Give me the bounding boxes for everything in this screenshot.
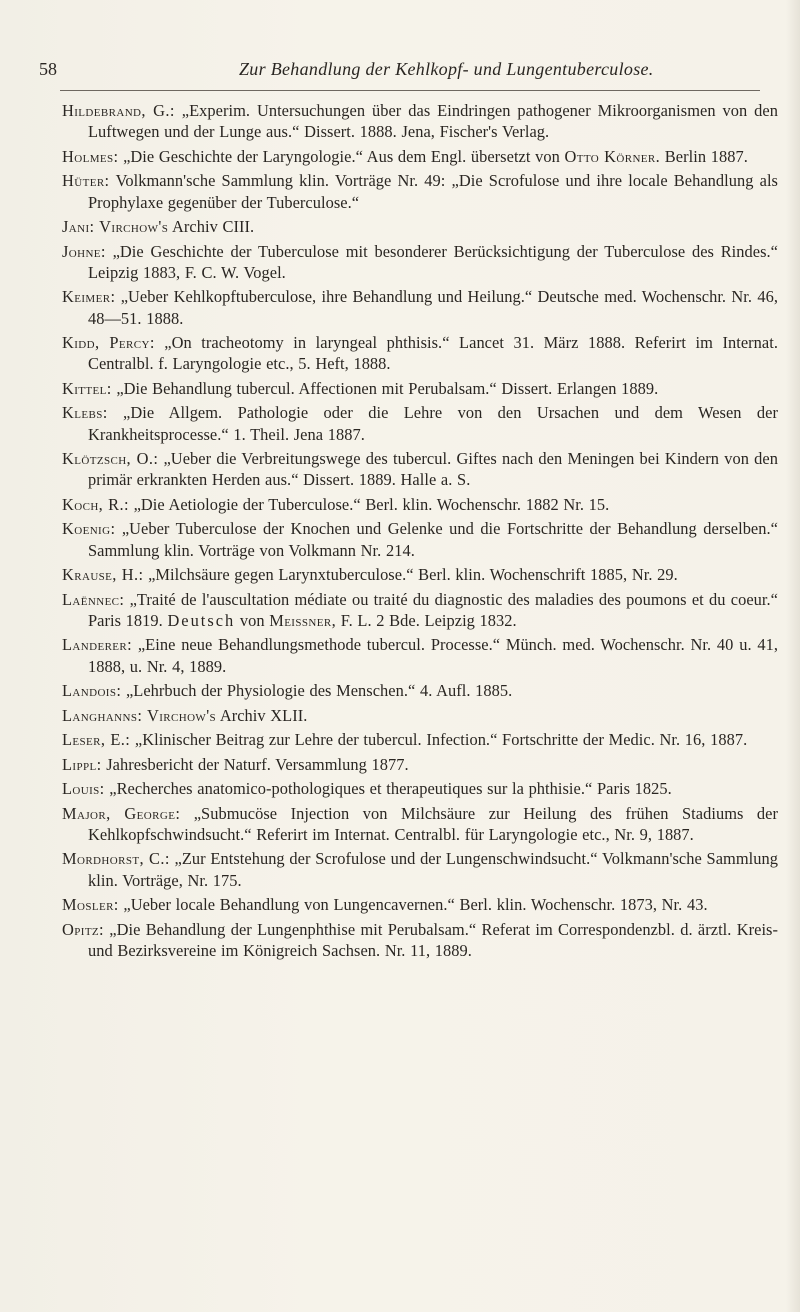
reference-author: Keimer: xyxy=(62,287,116,307)
reference-author-secondary: Virchow's xyxy=(146,705,217,725)
reference-text: „Zur Entstehung der Scrofulose und der Lungenschwindsucht.“ Volkmann'sche Sammlung klin. Vorträge, Nr. 175. xyxy=(88,849,778,890)
reference-text: „Ueber Tuberculose der Knochen und Gelenke und die Fortschritte der Behandlung derselben.“ Sammlung klin. Vorträge von Volkmann Nr. 214. xyxy=(88,519,778,560)
reference-text: „Ueber Kehlkopftuberculose, ihre Behandlung und Heilung.“ Deutsche med. Wochenschr. Nr. 46, 48—51. 1888. xyxy=(88,287,778,328)
reference-text: „On tracheotomy in laryngeal phthisis.“ Lancet 31. März 1888. Referirt im Internat. Centralbl. f. Laryngologie etc., 5. Heft, 1888. xyxy=(88,333,778,374)
reference-author: Leser, E.: xyxy=(62,730,131,750)
reference-text-continued: F. L. 2 Bde. Leipzig 1832. xyxy=(336,610,517,630)
reference-entry xyxy=(62,241,778,284)
reference-entry xyxy=(62,754,778,775)
reference-author: Koenig: xyxy=(62,519,116,539)
reference-entry xyxy=(62,146,778,167)
reference-text-continued: Archiv CIII. xyxy=(168,217,255,237)
reference-text: „Die Geschichte der Laryngologie.“ Aus dem Engl. übersetzt von xyxy=(123,146,565,166)
reference-text: „Traité de l'auscultation médiate ou traité du diagnostic des maladies des poumons et du coeur.“ Paris 1819. xyxy=(88,589,778,630)
header-rule xyxy=(60,90,760,91)
running-header xyxy=(39,58,759,90)
reference-author: Hildebrand, G.: xyxy=(62,101,175,120)
reference-author: Johne: xyxy=(62,241,106,261)
reference-text: „Lehrbuch der Physiologie des Menschen.“ 4. Aufl. 1885. xyxy=(125,681,513,701)
reference-text: „Klinischer Beitrag zur Lehre der tubercul. Infection.“ Fortschritte der Medic. Nr. 16, 1887. xyxy=(134,730,748,750)
reference-entry xyxy=(62,634,778,677)
reference-entry xyxy=(62,803,778,846)
reference-author: Mordhorst, C.: xyxy=(62,849,170,869)
reference-text: Volkmann'sche Sammlung klin. Vorträge Nr. 49: „Die Scrofulose und ihre locale Behandlung als Prophylaxe gegenüber der Tuberculose.“ xyxy=(88,171,778,212)
reference-text-middle: von xyxy=(235,610,270,630)
reference-entry xyxy=(62,848,778,891)
reference-list xyxy=(62,100,778,964)
reference-text: „Submucöse Injection von Milchsäure zur Heilung des frühen Stadiums der Kehlkopfschwindsucht.“ Referirt im Internat. Centralbl. für Laryngologie etc., Nr. 9, 1887. xyxy=(88,803,778,844)
reference-entry xyxy=(62,332,778,375)
reference-author: Mosler: xyxy=(62,895,119,915)
reference-text-continued: Berlin 1887. xyxy=(660,146,748,166)
reference-author: Klötzsch, O.: xyxy=(62,449,159,469)
reference-author: Jani: xyxy=(62,217,95,237)
reference-entry xyxy=(62,286,778,329)
reference-entry xyxy=(62,729,778,750)
reference-author: Klebs: xyxy=(62,403,108,423)
reference-entry xyxy=(62,402,778,445)
reference-text: „Eine neue Behandlungsmethode tubercul. Processe.“ Münch. med. Wochenschr. Nr. 40 u. 41, 1888, u. Nr. 4, 1889. xyxy=(88,635,778,676)
reference-author: Kittel: xyxy=(62,378,112,398)
reference-entry xyxy=(62,216,778,237)
reference-author: Opitz: xyxy=(62,919,105,939)
page-number: 58 xyxy=(39,59,57,79)
reference-author: Landerer: xyxy=(62,635,133,655)
reference-entry xyxy=(62,778,778,799)
reference-author: Major, George: xyxy=(62,803,181,823)
reference-entry xyxy=(62,518,778,561)
reference-text: „Ueber die Verbreitungswege des tubercul. Giftes nach den Meningen bei Kindern von den primär erkrankten Herden aus.“ Dissert. 1889. Halle a. S. xyxy=(88,449,778,490)
reference-author: Hüter: xyxy=(62,171,110,191)
reference-entry xyxy=(62,100,778,143)
reference-text-continued: Archiv XLII. xyxy=(216,705,308,725)
reference-entry xyxy=(62,589,778,632)
reference-author-secondary: Meissner, xyxy=(269,610,337,630)
reference-entry xyxy=(62,170,778,213)
reference-author: Lippl: xyxy=(62,754,102,774)
reference-author: Landois: xyxy=(62,681,122,701)
reference-text: „Ueber locale Behandlung von Lungencavernen.“ Berl. klin. Wochenschr. 1873, Nr. 43. xyxy=(123,895,708,915)
reference-entry xyxy=(62,494,778,515)
reference-author: Kidd, Percy: xyxy=(62,333,155,353)
reference-text: „Die Geschichte der Tuberculose mit besonderer Berücksichtigung der Tuberculose des Rindes.“ Leipzig 1883, F. C. W. Vogel. xyxy=(88,241,778,282)
reference-text: „Die Aetiologie der Tuberculose.“ Berl. klin. Wochenschr. 1882 Nr. 15. xyxy=(133,494,610,514)
reference-entry xyxy=(62,705,778,726)
reference-entry xyxy=(62,919,778,962)
reference-text: „Die Behandlung der Lungenphthise mit Perubalsam.“ Referat im Correspondenzbl. d. ärztl. Kreis- und Bezirksvereine im Königreich Sachsen. Nr. 11, 1889. xyxy=(88,919,778,960)
reference-author: Langhanns: xyxy=(62,705,143,725)
reference-text: „Die Behandlung tubercul. Affectionen mit Perubalsam.“ Dissert. Erlangen 1889. xyxy=(116,378,659,398)
reference-entry xyxy=(62,894,778,915)
reference-text: „Die Allgem. Pathologie oder die Lehre von den Ursachen und dem Wesen der Krankheitsprocesse.“ 1. Theil. Jena 1887. xyxy=(88,403,778,444)
reference-author-secondary: Virchow's xyxy=(99,217,169,237)
reference-entry xyxy=(62,680,778,701)
reference-entry xyxy=(62,564,778,585)
reference-text: „Recherches anatomico-pothologiques et therapeutiques sur la phthisie.“ Paris 1825. xyxy=(109,779,672,799)
reference-author: Holmes: xyxy=(62,146,119,166)
reference-text: „Milchsäure gegen Larynxtuberculose.“ Berl. klin. Wochenschrift 1885, Nr. 29. xyxy=(148,565,678,585)
reference-text: „Experim. Untersuchungen über das Eindringen pathogener Mikroorganismen von den Luftwegen und der Lunge aus.“ Dissert. 1888. Jena, Fischer's Verlag. xyxy=(88,101,778,142)
reference-spaced-text: Deutsch xyxy=(167,610,236,630)
page-edge-shadow xyxy=(786,0,800,1312)
reference-author: Koch, R.: xyxy=(62,494,129,514)
running-title: Zur Behandlung der Kehlkopf- und Lungentuberculose. xyxy=(239,59,654,79)
reference-author: Louis: xyxy=(62,779,105,799)
reference-author: Laënnec: xyxy=(62,589,125,609)
reference-entry xyxy=(62,378,778,399)
reference-text: Jahresbericht der Naturf. Versammlung 1877. xyxy=(106,754,409,774)
reference-entry xyxy=(62,448,778,491)
reference-author-secondary: Otto Körner. xyxy=(564,146,661,166)
reference-author: Krause, H.: xyxy=(62,565,144,585)
